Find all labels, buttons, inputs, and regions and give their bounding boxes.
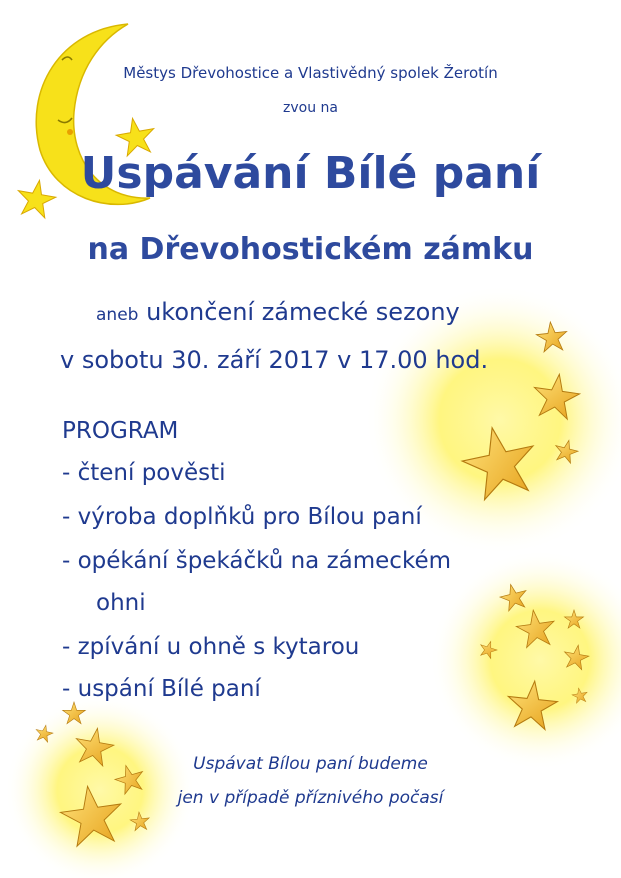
program-heading: PROGRAM — [62, 418, 179, 444]
program-item: - čtení pověsti — [62, 460, 226, 486]
event-subtitle — [96, 298, 460, 326]
program-item: - uspání Bílé paní — [62, 676, 261, 702]
event-title: Uspávání Bílé paní — [80, 148, 541, 199]
weather-note-line1: Uspávat Bílou paní budeme — [193, 754, 428, 774]
event-place: na Dřevohostickém zámku — [87, 232, 534, 267]
program-item-continuation: ohni — [96, 590, 146, 616]
program-item: - zpívání u ohně s kytarou — [62, 634, 360, 660]
program-item: - opékání špekáčků na zámeckém — [62, 548, 452, 574]
weather-note-line2: jen v případě příznivého počasí — [177, 788, 444, 808]
subtitle-aneb: aneb — [96, 305, 139, 325]
subtitle-text: ukončení zámecké sezony — [146, 298, 460, 326]
program-item: - výroba doplňků pro Bílou paní — [62, 504, 422, 530]
invite-line: zvou na — [283, 100, 338, 116]
star-glow-left-bottom — [5, 695, 195, 878]
event-date: v sobotu 30. září 2017 v 17.00 hod. — [60, 346, 489, 374]
organizers-line: Městys Dřevohostice a Vlastivědný spolek Žerotín — [123, 64, 498, 82]
star-glow-right-bottom — [430, 550, 621, 770]
